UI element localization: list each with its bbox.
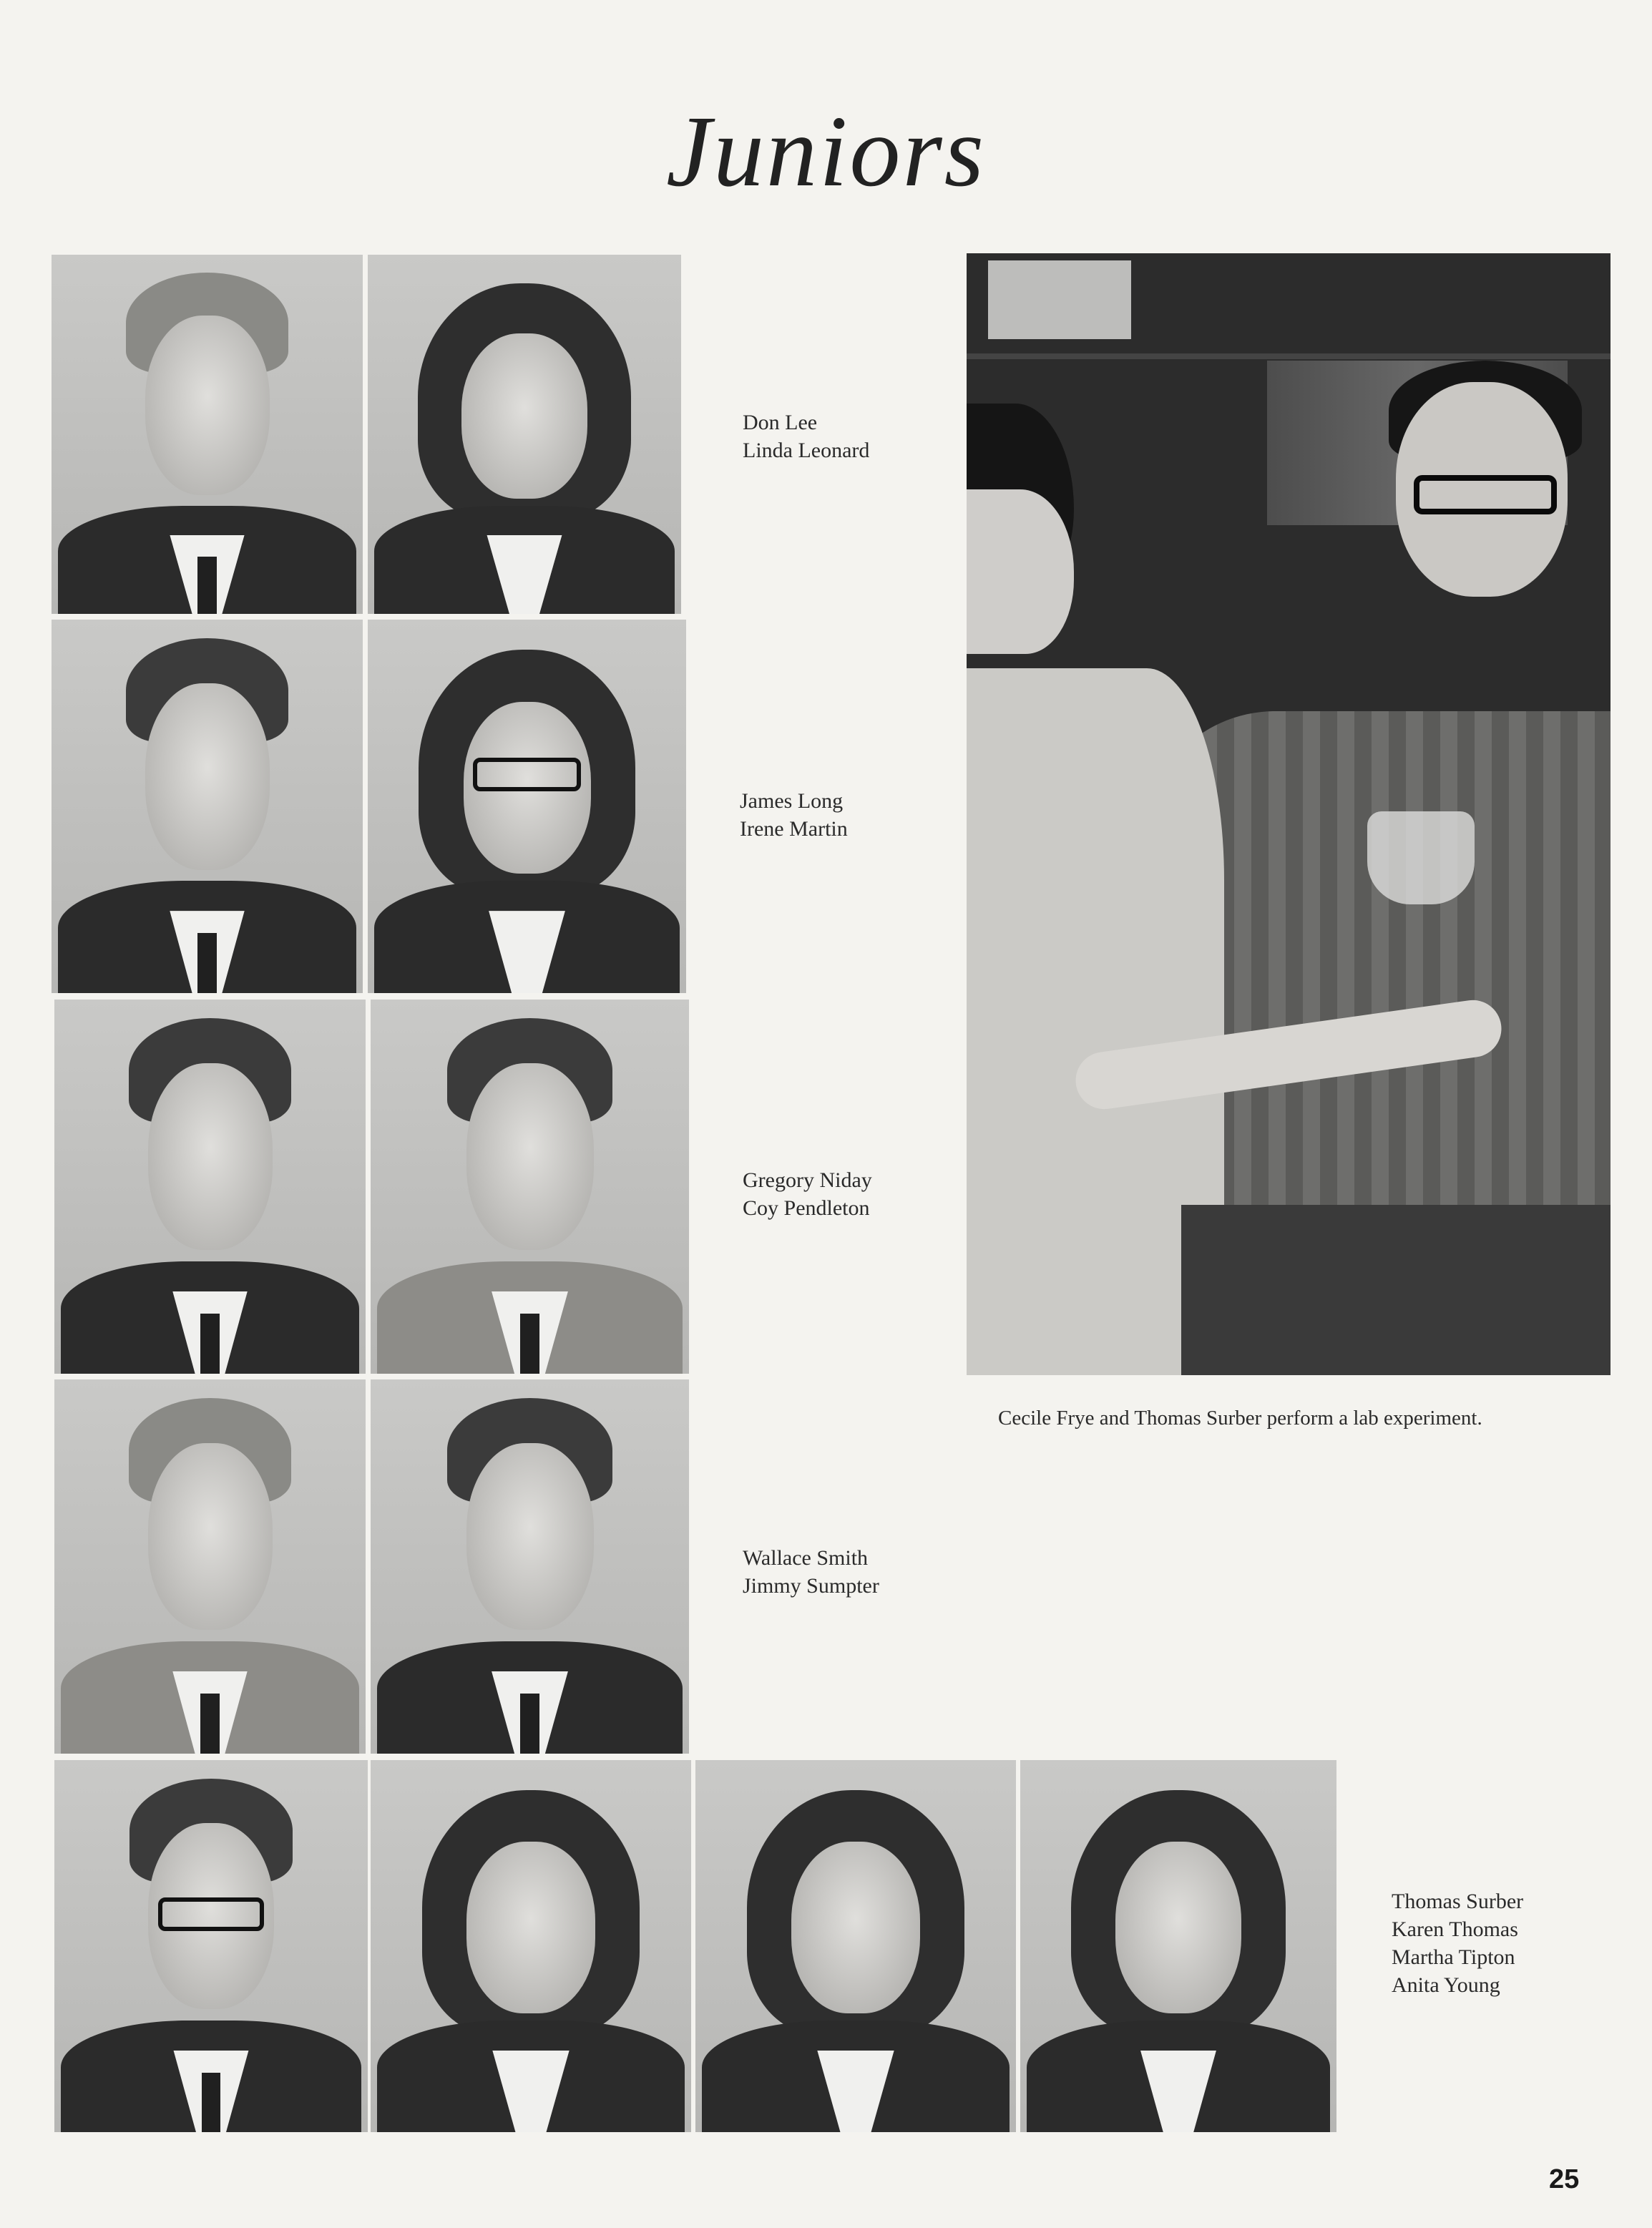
portrait-photo — [52, 620, 363, 993]
student-name: Irene Martin — [740, 817, 848, 841]
portrait-photo — [54, 1760, 368, 2132]
student-name: Gregory Niday — [743, 1168, 872, 1192]
student-name: Linda Leonard — [743, 439, 870, 462]
name-list — [743, 409, 869, 464]
student-name: Jimmy Sumpter — [743, 1574, 879, 1598]
student-name: Thomas Surber — [1392, 1890, 1524, 1913]
student-name: Coy Pendleton — [743, 1196, 870, 1220]
portrait-photo — [371, 1760, 691, 2132]
name-list — [740, 787, 848, 843]
portrait-photo — [371, 1379, 689, 1754]
portrait-photo — [368, 620, 686, 993]
name-list — [743, 1544, 879, 1600]
student-name: James Long — [740, 789, 844, 813]
portrait-photo — [54, 1000, 366, 1374]
page-number: 25 — [1549, 2164, 1580, 2194]
name-list — [1392, 1887, 1523, 1999]
portrait-photo — [371, 1000, 689, 1374]
name-list — [743, 1166, 872, 1222]
student-name: Wallace Smith — [743, 1546, 869, 1570]
portrait-photo — [52, 255, 363, 614]
portrait-photo — [695, 1760, 1016, 2132]
portrait-photo — [54, 1379, 366, 1754]
photo-caption: Cecile Frye and Thomas Surber perform a lab experiment. — [998, 1407, 1482, 1430]
page-title: Juniors — [666, 94, 986, 207]
portrait-photo — [368, 255, 681, 614]
lab-experiment-photo — [967, 253, 1611, 1375]
student-name: Anita Young — [1392, 1973, 1500, 1997]
student-name: Don Lee — [743, 411, 818, 434]
student-name: Martha Tipton — [1392, 1945, 1515, 1969]
portrait-photo — [1020, 1760, 1336, 2132]
student-name: Karen Thomas — [1392, 1917, 1518, 1941]
